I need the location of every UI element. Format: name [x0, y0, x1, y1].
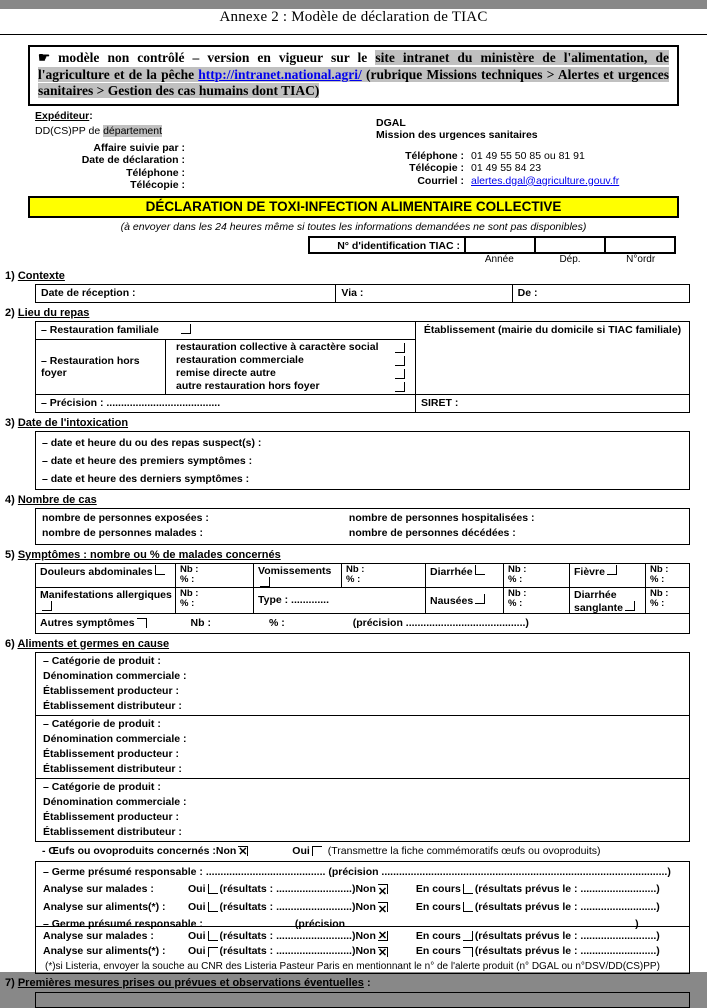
- distributeur-field[interactable]: Établissement distributeur :: [43, 825, 182, 838]
- recipient-block: [376, 110, 619, 192]
- autres-symptomes-label: Autres symptômes: [40, 617, 135, 629]
- notice-highlight-2: (rubrique Missions techniques > Alertes et urgences sanitaires > Gestion des cas humains dont TIAC): [38, 66, 669, 98]
- recipient-name: DGAL: [376, 116, 406, 129]
- email-link[interactable]: alertes.dgal@agriculture.gouv.fr: [471, 174, 620, 187]
- denomination-field[interactable]: Dénomination commerciale :: [43, 669, 187, 682]
- tiac-id-block: [308, 236, 676, 266]
- section-6-heading: 6) Aliments et germes en cause: [5, 637, 170, 650]
- field-telecopie: Télécopie :: [130, 179, 185, 191]
- email-label: Courriel :: [417, 174, 464, 187]
- restauration-familiale-label: – Restauration familiale: [41, 323, 159, 336]
- restauration-familiale-checkbox[interactable]: [181, 324, 191, 334]
- autres-symptomes-checkbox[interactable]: [137, 618, 147, 628]
- decedees-field[interactable]: nombre de personnes décédées :: [348, 526, 516, 539]
- autres-precision-field[interactable]: (précision .........................................): [352, 617, 529, 629]
- allergiques-label: Manifestations allergiques: [40, 588, 172, 601]
- encours-checkbox[interactable]: [463, 947, 473, 957]
- tiac-id-label: N° d'identification TIAC :: [337, 239, 460, 252]
- etablissement-label: Établissement (mairie du domicile si TIAC familiale): [423, 323, 682, 336]
- categorie-field[interactable]: – Catégorie de produit :: [43, 654, 161, 667]
- denomination-field[interactable]: Dénomination commerciale :: [43, 795, 187, 808]
- diarrhee-sanglante-checkbox[interactable]: [625, 601, 635, 611]
- encours-checkbox[interactable]: [463, 884, 473, 894]
- malades-field[interactable]: nombre de personnes malades :: [42, 526, 204, 539]
- tiac-id-year-field[interactable]: [464, 238, 534, 252]
- nausees-label: Nausées: [430, 594, 474, 607]
- oui-checkbox[interactable]: [208, 931, 218, 941]
- section-2-heading: 2) Lieu du repas: [5, 306, 90, 319]
- exposees-field[interactable]: nombre de personnes exposées :: [42, 511, 209, 524]
- producteur-field[interactable]: Établissement producteur :: [43, 684, 179, 697]
- non-checkbox[interactable]: [378, 902, 388, 912]
- diarrhee-sanglante-label: Diarrhée: [574, 588, 617, 601]
- option-commerciale-checkbox[interactable]: [395, 356, 405, 366]
- option-commerciale-label: restauration commerciale: [176, 353, 304, 366]
- section-4-heading: 4) Nombre de cas: [5, 493, 97, 506]
- page-title: Annexe 2 : Modèle de déclaration de TIAC: [219, 9, 488, 25]
- hand-icon: ☛: [38, 50, 51, 65]
- restauration-hors-foyer-label: – Restauration hors foyer: [36, 340, 166, 394]
- section-7-heading: 7) Premières mesures prises ou prévues et observations éventuelles :: [5, 976, 371, 989]
- analyse-malades-row-2: Analyse sur malades : Oui (résultats : ..........................) Non ✕ En cours (résultats prévus le : ..........................): [43, 929, 689, 945]
- douleurs-checkbox[interactable]: [155, 565, 165, 575]
- lieu-repas-table: [35, 321, 690, 413]
- diarrhee-checkbox[interactable]: [475, 565, 485, 575]
- denomination-field[interactable]: Dénomination commerciale :: [43, 732, 187, 745]
- siret-field[interactable]: SIRET :: [416, 394, 689, 412]
- mesures-field[interactable]: [35, 992, 690, 1008]
- analyse-aliments-row-1: Analyse sur aliments(*) : Oui (résultats : ..........................) Non ✕ En cours (résultats prévus le : ..........................): [43, 898, 689, 917]
- notice-highlight-1: site intranet du ministère de l'alimentation, de l'agriculture et de la pêche: [38, 50, 669, 82]
- recipient-service: Mission des urgences sanitaires: [376, 128, 538, 141]
- phone-label: Téléphone :: [405, 149, 464, 162]
- caption-dep: Dép.: [559, 253, 581, 265]
- intoxication-dates-box: [35, 431, 690, 490]
- nausees-checkbox[interactable]: [475, 594, 485, 604]
- distributeur-field[interactable]: Établissement distributeur :: [43, 762, 182, 775]
- oui-checkbox[interactable]: [208, 947, 218, 957]
- notice-prefix: modèle non contrôlé – version en vigueur sur le: [50, 50, 376, 65]
- phone-value: 01 49 55 50 85 ou 81 91: [471, 149, 585, 162]
- categorie-field[interactable]: – Catégorie de produit :: [43, 780, 161, 793]
- encours-checkbox[interactable]: [463, 902, 473, 912]
- oeufs-non-checkbox[interactable]: [238, 846, 248, 856]
- allergiques-checkbox[interactable]: [42, 601, 52, 611]
- vomissements-label: Vomissements: [258, 564, 332, 577]
- contexte-table: [35, 284, 690, 303]
- non-checkbox[interactable]: [378, 931, 388, 941]
- produit-block-3: [36, 779, 689, 841]
- banner-subtitle: (à envoyer dans les 24 heures même si toutes les informations demandées ne sont pas disponibles): [120, 220, 587, 233]
- via-field[interactable]: Via :: [336, 285, 512, 302]
- section-5-heading: 5) Symptômes : nombre ou % de malades concernés: [5, 548, 281, 561]
- douleurs-label: Douleurs abdominales: [40, 565, 153, 578]
- tiac-declaration-page: [0, 9, 707, 989]
- vomissements-checkbox[interactable]: [260, 577, 270, 587]
- field-date-declaration: Date de déclaration :: [81, 154, 185, 166]
- tiac-id-dept-field[interactable]: [534, 238, 604, 252]
- fievre-label: Fièvre: [574, 565, 605, 578]
- caption-annee: Année: [484, 253, 514, 265]
- oeufs-row: - Œufs ou ovoproduits concernés : Non ✕ Oui (Transmettre la fiche commémoratifs œufs ou ovoproduits): [42, 845, 707, 858]
- sender-label: Expéditeur:: [35, 109, 93, 122]
- de-field[interactable]: De :: [517, 286, 538, 299]
- produit-block-1: [36, 653, 689, 716]
- option-remise-directe-label: remise directe autre: [176, 366, 276, 379]
- field-telephone: Téléphone :: [126, 166, 185, 179]
- declaration-banner: DÉCLARATION DE TOXI-INFECTION ALIMENTAIRE COLLECTIVE: [28, 196, 679, 218]
- recipient-contact: [376, 150, 619, 188]
- sender-block: [35, 110, 340, 192]
- sender-service: DD(CS)PP de département: [35, 124, 163, 137]
- header: [35, 110, 672, 192]
- fievre-checkbox[interactable]: [607, 565, 617, 575]
- date-premiers-symptomes-field[interactable]: – date et heure des premiers symptômes :: [42, 454, 253, 467]
- non-checkbox[interactable]: [378, 884, 388, 894]
- categorie-field[interactable]: – Catégorie de produit :: [43, 717, 161, 730]
- section-3-heading: 3) Date de l'intoxication: [5, 416, 129, 429]
- intranet-link[interactable]: http://intranet.national.agri/: [198, 66, 362, 82]
- hospitalisees-field[interactable]: nombre de personnes hospitalisées :: [348, 511, 535, 524]
- caption-nordr: N°ordr: [626, 253, 656, 265]
- field-affaire: Affaire suivie par :: [93, 141, 185, 154]
- oeufs-note: (Transmettre la fiche commémoratifs œufs ou ovoproduits): [327, 845, 601, 857]
- producteur-field[interactable]: Établissement producteur :: [43, 747, 179, 760]
- option-autre-label: autre restauration hors foyer: [176, 379, 320, 392]
- germe-box-1: [35, 861, 690, 930]
- non-checkbox[interactable]: [378, 947, 388, 957]
- option-collective-label: restauration collective à caractère social: [176, 340, 379, 353]
- diarrhee-label: Diarrhée: [430, 565, 473, 578]
- option-collective-checkbox[interactable]: [395, 343, 405, 353]
- title-divider: [0, 34, 707, 35]
- oui-checkbox[interactable]: [208, 902, 218, 912]
- sender-fields: [35, 142, 185, 192]
- precision-field[interactable]: – Précision : .......................................: [36, 394, 415, 412]
- germe-responsable-field[interactable]: – Germe présumé responsable : ......................................... (précision ..................................................................................................): [43, 865, 671, 878]
- fax-label: Télécopie :: [409, 162, 464, 174]
- date-repas-field[interactable]: – date et heure du ou des repas suspect(s) :: [42, 436, 262, 449]
- nombre-cas-box: [35, 508, 690, 545]
- tiac-id-order-field[interactable]: [604, 238, 674, 252]
- symptomes-table: Douleurs abdominales Nb : % : Vomissements Nb : % : Diarrhée Nb : % : Fièvre Nb : % : Manifestations allergiques Nb : % : Type : ............. Nausées Nb : % : Diarrhée sanglante Nb : % : Autres symptômes Nb : % : (précision .........................................): [35, 563, 690, 634]
- aliments-box: [35, 652, 690, 842]
- type-field[interactable]: Type : .............: [254, 588, 426, 613]
- oui-checkbox[interactable]: [208, 884, 218, 894]
- section-1-heading: 1) Contexte: [5, 269, 65, 282]
- department-placeholder: département: [103, 124, 163, 137]
- distributeur-field[interactable]: Établissement distributeur :: [43, 699, 182, 712]
- producteur-field[interactable]: Établissement producteur :: [43, 810, 179, 823]
- listeria-footnote: (*)si Listeria, envoyer la souche au CNR des Listeria Pasteur Paris en mentionnant le n° de l'alerte produit (n° DGAL ou n°DSV/DD(CS)PP): [45, 960, 660, 972]
- produit-block-2: [36, 716, 689, 779]
- fax-value: 01 49 55 84 23: [471, 162, 542, 174]
- germe-responsable-clipped: – Germe présumé responsable : (précision ): [43, 917, 639, 930]
- analyse-aliments-row-2: Analyse sur aliments(*) : Oui (résultats : ..........................) Non ✕ En cours (résultats prévus le : ..........................): [43, 944, 689, 960]
- date-reception-field[interactable]: Date de réception :: [36, 285, 336, 302]
- analyse-malades-row-1: Analyse sur malades : Oui (résultats : ..........................) Non ✕ En cours (résultats prévus le : ..........................): [43, 880, 689, 899]
- oeufs-oui-checkbox[interactable]: [312, 846, 322, 856]
- oeufs-label: - Œufs ou ovoproduits concernés :: [42, 845, 216, 857]
- encours-checkbox[interactable]: [463, 931, 473, 941]
- notice-box: [28, 45, 679, 106]
- option-autre-checkbox[interactable]: [395, 382, 405, 392]
- option-remise-directe-checkbox[interactable]: [395, 369, 405, 379]
- germe-box-2: [35, 927, 690, 974]
- date-derniers-symptomes-field[interactable]: – date et heure des derniers symptômes :: [42, 472, 250, 485]
